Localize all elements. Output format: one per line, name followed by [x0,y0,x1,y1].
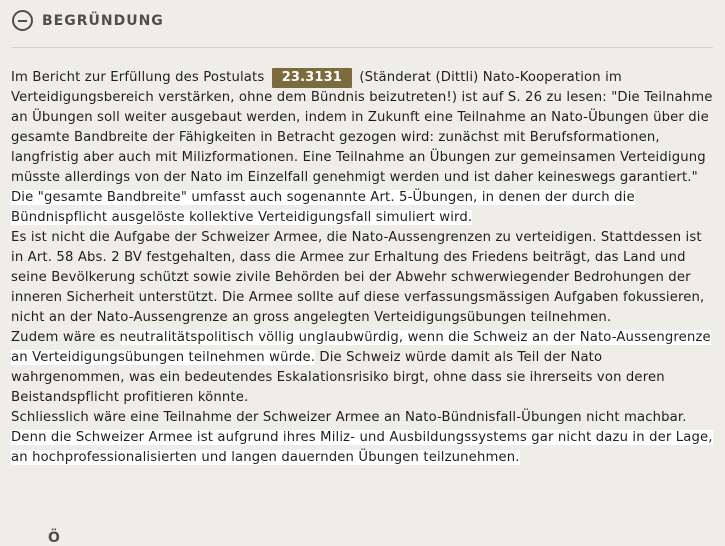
p1-intro: Im Bericht zur Erfüllung des Postulats [11,70,265,85]
section-title: BEGRÜNDUNG [42,12,164,29]
p3-highlight: neutralitätspolitisch völlig unglaubwürdig, wenn die Schweiz an der Nato-Aussengrenze an Verteidigungsübungen teilnehmen würde. [11,330,711,365]
p4-highlight: Denn die Schweizer Armee ist aufgrund ihres Miliz- und Ausbildungssystems gar nicht dazu in der Lage, an hochprofessionalisierten und langen dauernden Übungen teilzunehmen. [11,430,713,465]
section-header[interactable] [12,10,164,31]
p1-quote: (Ständerat (Dittli) Nato-Kooperation im Verteidigungsbereich verstärken, ohne dem Bündnis beizutreten!) ist auf S. 26 zu lesen: "Die Teilnahme an Übungen soll weiter ausgebaut werden, indem in Zukunft eine Teilnahme an Nato-Übungen über die gesamte Bandbreite der Fähigkeiten in Betracht gezogen wird: zunächst mit Berufsformationen, langfristig aber auch mit Milizformationen. Eine Teilnahme an Übungen zur gemeinsamen Verteidigung müsste allerdings von der Nato im Einzelfall genehmigt werden und ist daher keineswegs garantiert." [11,70,713,185]
justification-text [11,68,715,468]
p3-before: Zudem wäre es [11,330,116,345]
paragraph-2: Es ist nicht die Aufgabe der Schweizer Armee, die Nato-Aussengrenzen zu verteidigen. Stattdessen ist in Art. 58 Abs. 2 BV festgehalten, dass die Armee zur Erhaltung des Friedens beiträgt, das Land und seine Bevölkerung schützt sowie zivile Behörden bei der Abwehr schwerwiegender Bedrohungen der inneren Sicherheit unterstützt. Die Armee sollte auf diese verfassungsmässigen Aufgaben fokussieren, nicht an der Nato-Aussengrenze an gross angelegten Verteidigungsübungen teilnehmen. [11,230,705,325]
postulat-link-badge[interactable]: 23.3131 [272,68,352,88]
p4-before: Schliesslich wäre eine Teilnahme der Schweizer Armee an Nato-Bündnisfall-Übungen nicht machbar. [11,410,687,425]
paragraph-3 [11,328,715,408]
collapse-minus-icon[interactable] [12,10,33,31]
paragraph-1 [11,68,715,228]
next-section-title-partial: Ö [48,530,61,546]
paragraph-4 [11,408,715,468]
p1-highlight: Die "gesamte Bandbreite" umfasst auch sogenannte Art. 5-Übungen, in denen der durch die Bündnispflicht ausgelöste kollektive Verteidigungsfall simuliert wird. [11,190,635,225]
p3-after: Die Schweiz würde damit als Teil der Nato wahrgenommen, was ein bedeutendes Eskalationsrisiko birgt, ohne dass sie ihrerseits von deren Beistandspflicht profitieren könnte. [11,350,665,405]
divider [12,47,713,48]
